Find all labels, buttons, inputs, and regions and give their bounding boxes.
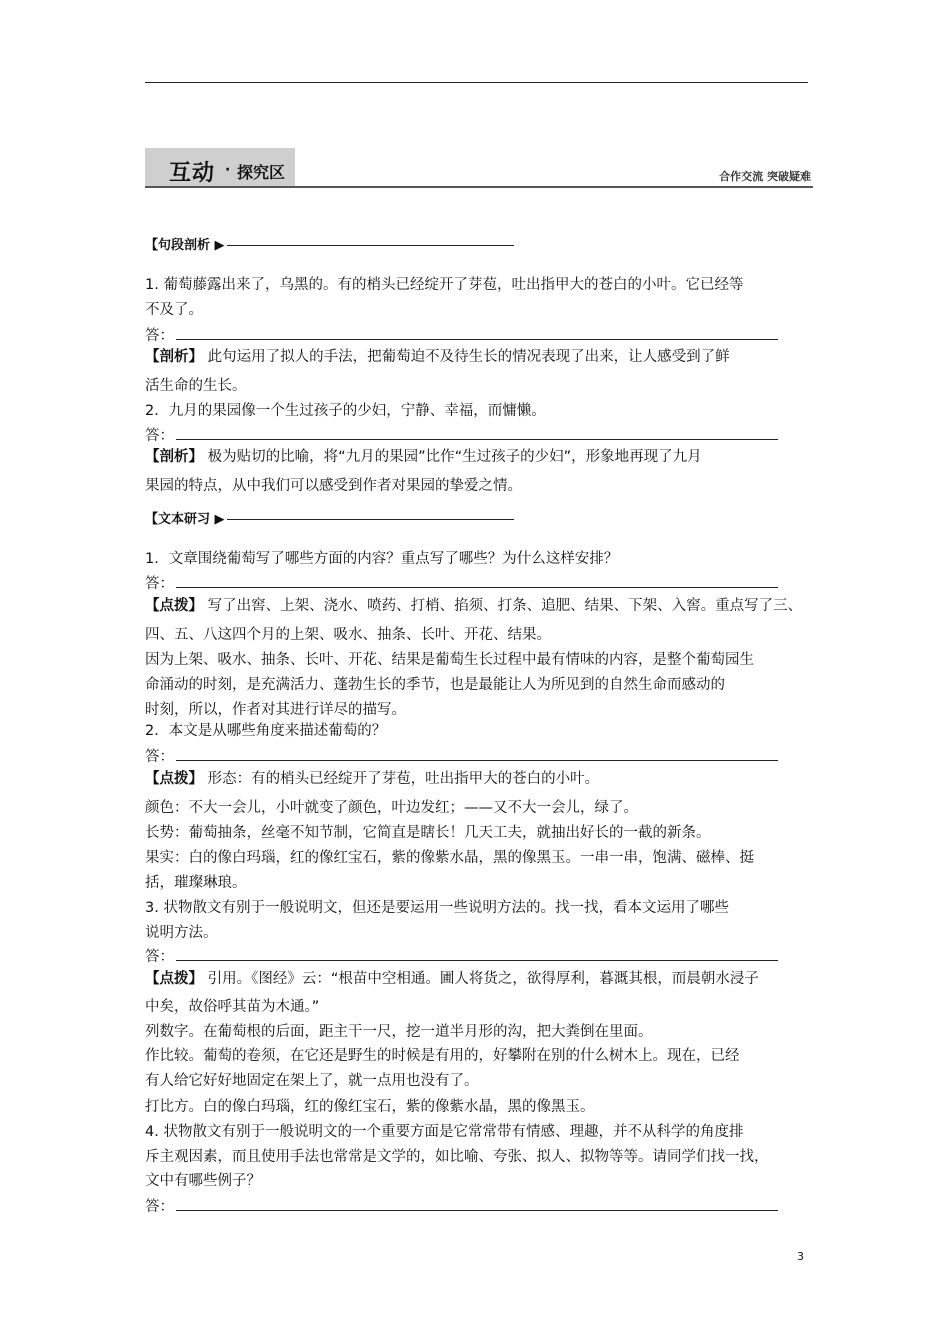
text-line-body: 引用。《图经》云：“根苗中空相通。圃人将货之，欲得厚利，暮溉其根，而晨朝水浸子	[203, 971, 759, 987]
text-line: 说明方法。	[145, 925, 218, 941]
answer-label: 答：	[145, 428, 174, 444]
text-line-body: 写了出窖、上架、浇水、喷药、打梢、掐须、打条、追肥、结果、下架、入窖。重点写了三、	[203, 598, 803, 614]
top-rule	[145, 82, 808, 83]
text-line: 果实：白的像白玛瑙，红的像红宝石，紫的像紫水晶，黑的像黑玉。一串一串，饱满、磁棒、挺	[145, 850, 754, 866]
answer-label: 答：	[145, 1199, 174, 1215]
answer-line[interactable]	[176, 325, 778, 340]
text-line: 有人给它好好地固定在架上了，就一点用也没有了。	[145, 1073, 479, 1089]
text-line: 颜色：不大一会儿，小叶就变了颜色，叶边发红；——又不大一会儿，绿了。	[145, 800, 638, 816]
section-heading-1-rule	[227, 245, 514, 246]
banner-subtitle: 探究区	[237, 163, 286, 182]
text-line	[145, 347, 730, 367]
answer-label: 答：	[145, 328, 174, 344]
text-line: 时刻，所以，作者对其进行详尽的描写。	[145, 702, 406, 718]
analysis-tag: 【剖析】	[145, 449, 203, 465]
text-line	[145, 769, 599, 789]
answer-blank	[145, 425, 778, 446]
text-line: 2．九月的果园像一个生过孩子的少妇，宁静、幸福，而慵懒。	[145, 403, 546, 419]
text-line: 1．文章围绕葡萄写了哪些方面的内容？重点写了哪些？为什么这样安排？	[145, 551, 619, 567]
banner-title: 互动	[169, 161, 216, 186]
section-heading-2-label: 【文本研习 ▶	[145, 512, 225, 527]
answer-label: 答：	[145, 749, 174, 765]
text-line: 1. 葡萄藤露出来了，乌黑的。有的梢头已经绽开了芽苞，吐出指甲大的苍白的小叶。它已经等	[145, 277, 744, 293]
section-heading-2-rule	[227, 519, 514, 520]
page-number: 3	[797, 1250, 804, 1263]
text-line: 活生命的生长。	[145, 378, 247, 394]
answer-line[interactable]	[176, 746, 778, 761]
analysis-tag: 【剖析】	[145, 349, 203, 365]
text-line: 斥主观因素，而且使用手法也常常是文学的，如比喻、夸张、拟人、拟物等等。请同学们找一找，	[145, 1149, 769, 1165]
banner-rule	[145, 186, 813, 188]
banner-tagline: 合作交流 突破疑难	[719, 170, 811, 183]
text-line: 作比较。葡萄的卷须，在它还是野生的时候是有用的，好攀附在别的什么树木上。现在，已经	[145, 1048, 740, 1064]
text-line-body: 极为贴切的比喻，将“九月的果园”比作“生过孩子的少妇”，形象地再现了九月	[203, 449, 702, 465]
text-line	[145, 596, 802, 616]
answer-blank	[145, 325, 778, 346]
hint-tag: 【点拨】	[145, 971, 203, 987]
text-line: 3. 状物散文有别于一般说明文，但还是要运用一些说明方法的。找一找，看本文运用了哪些	[145, 900, 729, 916]
text-line: 打比方。白的像白玛瑙，红的像红宝石，紫的像紫水晶，黑的像黑玉。	[145, 1099, 595, 1115]
section-heading-1	[145, 234, 514, 253]
answer-label: 答：	[145, 949, 174, 965]
text-line: 果园的特点，从中我们可以感受到作者对果园的挚爱之情。	[145, 478, 522, 494]
answer-line[interactable]	[176, 946, 778, 961]
text-line: 命涌动的时刻，是充满活力、蓬勃生长的季节，也是最能让人为所见到的自然生命而感动的	[145, 677, 725, 693]
answer-line[interactable]	[176, 573, 778, 588]
answer-blank	[145, 573, 778, 594]
text-line: 中矣，故俗呼其苗为木通。”	[145, 999, 320, 1015]
section-banner	[145, 148, 813, 188]
banner-dot: ·	[225, 162, 231, 178]
answer-blank	[145, 946, 778, 967]
text-line	[145, 969, 759, 989]
text-line: 括，璀璨琳琅。	[145, 875, 247, 891]
text-line: 因为上架、吸水、抽条、长叶、开花、结果是葡萄生长过程中最有情味的内容，是整个葡萄园生	[145, 652, 754, 668]
answer-line[interactable]	[176, 425, 778, 440]
answer-line[interactable]	[176, 1196, 778, 1211]
text-line: 列数字。在葡萄根的后面，距主干一尺，挖一道半月形的沟，把大粪倒在里面。	[145, 1024, 653, 1040]
section-heading-1-label: 【句段剖析 ▶	[145, 238, 225, 253]
text-line: 不及了。	[145, 302, 203, 318]
hint-tag: 【点拨】	[145, 598, 203, 614]
text-line-body: 此句运用了拟人的手法，把葡萄迫不及待生长的情况表现了出来，让人感受到了鲜	[203, 349, 730, 365]
section-heading-2	[145, 508, 514, 527]
text-line-body: 形态：有的梢头已经绽开了芽苞，吐出指甲大的苍白的小叶。	[203, 771, 600, 787]
answer-blank	[145, 1196, 778, 1217]
text-line: 长势：葡萄抽条，丝毫不知节制，它简直是瞎长！几天工夫，就抽出好长的一截的新条。	[145, 825, 711, 841]
text-line: 4. 状物散文有别于一般说明文的一个重要方面是它常常带有情感、理趣，并不从科学的角度排	[145, 1124, 744, 1140]
text-line	[145, 447, 702, 467]
answer-label: 答：	[145, 576, 174, 592]
text-line: 文中有哪些例子？	[145, 1173, 261, 1189]
answer-blank	[145, 746, 778, 767]
text-line: 四、五、八这四个月的上架、吸水、抽条、长叶、开花、结果。	[145, 627, 551, 643]
hint-tag: 【点拨】	[145, 771, 203, 787]
text-line: 2．本文是从哪些角度来描述葡萄的？	[145, 723, 387, 739]
